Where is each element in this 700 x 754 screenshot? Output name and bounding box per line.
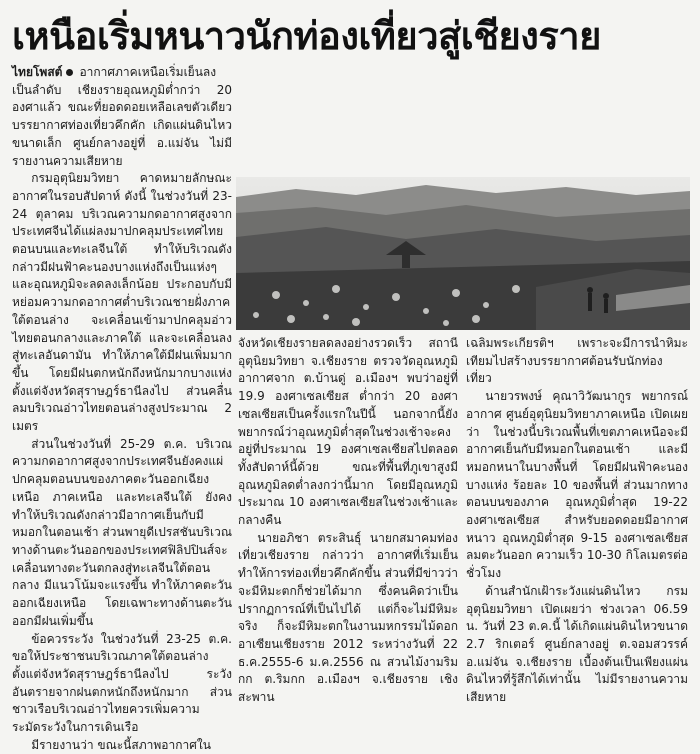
paragraph: นายวรพงษ์ คุณาวิวัฒนากูร พยากรณ์อากาศ ศูนย์อุตุนิยมวิทยาภาคเหนือ เปิดเผยว่า ในช่วงนี้บริเวณพื้นที่เขตภาคเหนือจะมีอากาศเย็นกับมีหมอกในตอนเช้า และมีหมอกหนาในบางพื้นที่ โดยมีฝนฟ้าคะนองบางแห่ง ร้อยละ 10 ของพื้นที่ ส่วนมากทางตอนบนของภาค อุณหภูมิต่ำสุด 19-22 องศาเซลเซียส สำหรับยอดดอยมีอากาศหนาว อุณหภูมิต่ำสุด 9-15 องศาเซลเซียส ลมตะวันออก ความเร็ว 10-30 กิโลเมตรต่อชั่วโมง: [466, 389, 688, 581]
article-column-middle: [238, 335, 458, 705]
paragraph: จังหวัดเชียงรายลดลงอย่างรวดเร็ว สถานีอุตุนิยมวิทยา จ.เชียงราย ตรวจวัดอุณหภูมิอากาศจาก ต.บ้านดู่ อ.เมืองฯ พบว่าอยู่ที่ 19.9 องศาเซลเซียส ต่ำกว่า 20 องศาเซลเซียสเป็นครั้งแรกในปีนี้ นอกจากนี้ยังพยากรณ์ว่าอุณหภูมิต่ำสุดในช่วงเช้าจะคงอยู่ที่ประมาณ 19 องศาเซลเซียสไปตลอดทั้งสัปดาห์นี้ด้วย ขณะที่พื้นที่ภูเขาสูงมีอุณหภูมิลดต่ำลงกว่านี้มาก โดยมีอุณหภูมิประมาณ 10 องศาเซลเซียสในช่วงเช้าและกลางคืน: [238, 336, 458, 528]
byline: ไทยโพสต์: [12, 65, 63, 79]
mountain-viewpoint-image: [236, 177, 690, 330]
bullet-icon: [66, 69, 73, 76]
paragraph: ส่วนในช่วงวันที่ 25-29 ต.ค. บริเวณความกดอากาศสูงจากประเทศจีนยังคงแผ่ปกคลุมตอนบนของภาคตะวันออกเฉียงเหนือ ภาคเหนือ และทะเลจีนใต้ ยังคงทำให้บริเวณดังกล่าวมีอากาศเย็นกับมีหมอกในตอนเช้า ส่วนพายุดีเปรสชันบริเวณทางด้านตะวันออกของประเทศฟิลิปปินส์จะเคลื่อนทางตะวันตกลงสู่ทะเลจีนใต้ตอนกลาง มีแนวโน้มจะแรงขึ้น ทำให้ภาคตะวันออกเฉียงเหนือ โดยเฉพาะทางด้านตะวันออกมีฝนเพิ่มขึ้น: [12, 436, 232, 628]
paragraph: นายอภิชา ตระสินธุ์ นายกสมาคมท่องเที่ยวเชียงราย กล่าวว่า อากาศที่เริ่มเย็นทำให้การท่องเที่ยวคึกคักขึ้น ส่วนที่มีข่าวว่าจะมีหิมะตกก็ช่วยได้มาก ซึ่งคนคิดว่าเป็นปรากฏการณ์ที่เป็นไปได้ แต่ก็จะไม่มีหิมะจริง ก็จะมีหิมะตกในงานมหกรรมไม้ดอกอาเซียนเชียงราย 2012 ระหว่างวันที่ 22 ธ.ค.2555-6 ม.ค.2556 ณ สวนไม้งามริมกก ต.ริมกก อ.เมืองฯ จ.เชียงราย เชิงสะพาน: [238, 530, 458, 705]
article-column-left: [12, 64, 232, 752]
headline: เหนือเริ่มหนาวนักท่องเที่ยวสู่เชียงราย: [12, 14, 601, 58]
paragraph: ข้อควรระวัง ในช่วงวันที่ 23-25 ต.ค. ขอให้ประชาชนบริเวณภาคใต้ตอนล่างตั้งแต่จังหวัดสุราษฎร์ธานีลงไป ระวังอันตรายจากฝนตกหนักถึงหนักมาก ส่วนชาวเรือบริเวณอ่าวไทยควรเพิ่มความระมัดระวังในการเดินเรือ: [12, 631, 232, 735]
paragraph: มีรายงานว่า ขณะนี้สภาพอากาศใน: [31, 737, 211, 752]
lead-paragraph: [12, 64, 232, 170]
paragraph: อากาศภาคเหนือเริ่มเย็นลงเป็นลำดับ เชียงรายอุณหภูมิต่ำกว่า 20 องศาแล้ว ขณะที่ยอดดอยเหลือเลขตัวเดียว บรรยากาศท่องเที่ยวคึกคัก เกิดแผ่นดินไหวขนาดเล็ก ศูนย์กลางอยู่ที่ อ.แม่จัน ไม่มีรายงานความเสียหาย: [12, 65, 232, 168]
landscape-photo: [236, 177, 690, 330]
paragraph: กรมอุตุนิยมวิทยา คาดหมายลักษณะอากาศในรอบสัปดาห์ ดังนี้ ในช่วงวันที่ 23-24 ตุลาคม บริเวณความกดอากาศสูงจากประเทศจีนได้แผ่ลงมาปกคลุมประเทศไทยตอนบนและทะเลจีนใต้ ทำให้บริเวณดังกล่าวมีฝนฟ้าคะนองบางแห่งถึงเป็นแห่งๆ และอุณหภูมิจะลดลงเล็กน้อย ประกอบกับมีหย่อมความกดอากาศต่ำบริเวณชายฝั่งภาคใต้ตอนล่าง จะเคลื่อนเข้ามาปกคลุมอ่าวไทยตอนกลางและภาคใต้ และจะเคลื่อนลงสู่ทะเลอันดามัน ทำให้ภาคใต้มีฝนเพิ่มมากขึ้น โดยมีฝนตกหนักถึงหนักมากบางแห่งตั้งแต่จังหวัดสุราษฎร์ธานีลงไป ส่วนคลื่นลมบริเวณอ่าวไทยตอนล่างสูงประมาณ 2 เมตร: [12, 171, 232, 434]
paragraph: ด้านสำนักเฝ้าระวังแผ่นดินไหว กรมอุตุนิยมวิทยา เปิดเผยว่า ช่วงเวลา 06.59 น. วันที่ 23 ต.ค.นี้ ได้เกิดแผ่นดินไหวขนาด 2.7 ริกเตอร์ ศูนย์กลางอยู่ ต.จอมสวรรค์ อ.แม่จัน จ.เชียงราย เบื้องต้นเป็นเพียงแผ่นดินไหวที่รู้สึกได้เท่านั้น ไม่มีรายงานความเสียหาย: [466, 583, 688, 705]
paragraph: เฉลิมพระเกียรติฯ เพราะจะมีการนำหิมะเทียมไปสร้างบรรยากาศต้อนรับนักท่องเที่ยว: [466, 336, 688, 386]
article-column-right: [466, 335, 688, 705]
